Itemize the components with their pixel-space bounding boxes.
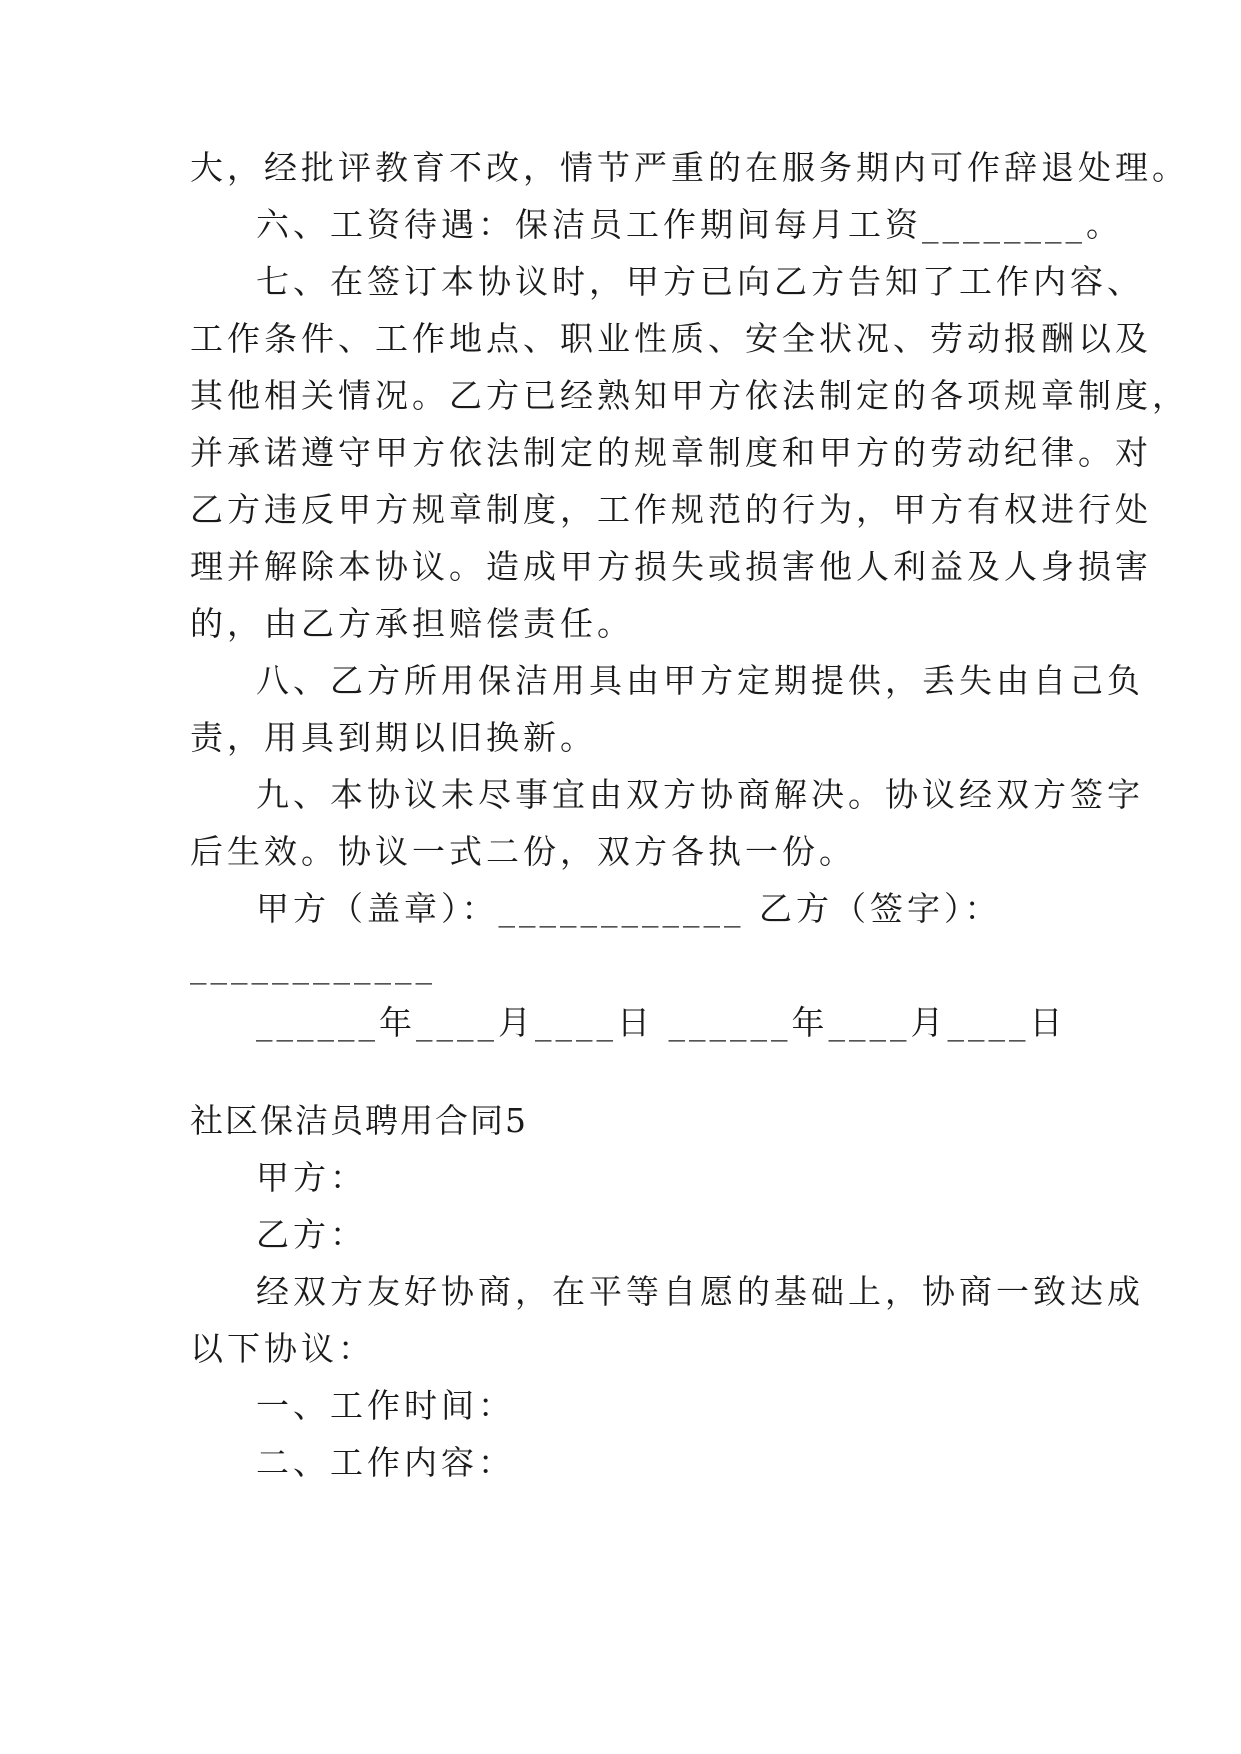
paragraph-line: 其他相关情况。乙方已经熟知甲方依法制定的各项规章制度， (190, 376, 1189, 415)
date-line: ______年____月____日 ______年____月____日 (256, 1003, 1067, 1042)
paragraph-line: 并承诺遵守甲方依法制定的规章制度和甲方的劳动纪律。对 (190, 433, 1152, 472)
paragraph-line: 理并解除本协议。造成甲方损失或损害他人利益及人身损害 (190, 547, 1152, 586)
paragraph-line: 乙方违反甲方规章制度，工作规范的行为，甲方有权进行处 (190, 490, 1152, 529)
paragraph-line: 经双方友好协商，在平等自愿的基础上，协商一致达成 (256, 1272, 1144, 1311)
paragraph-line: 以下协议： (190, 1329, 375, 1368)
party-a-line: 甲方： (256, 1158, 367, 1197)
paragraph-line: 七、在签订本协议时，甲方已向乙方告知了工作内容、 (256, 262, 1144, 301)
contract-title: 社区保洁员聘用合同5 (190, 1101, 528, 1140)
party-b-line: 乙方： (256, 1215, 367, 1254)
paragraph-line: 大，经批评教育不改，情节严重的在服务期内可作辞退处理。 (190, 148, 1189, 187)
signature-line: 甲方（盖章）：____________ 乙方（签字）： (256, 889, 1002, 928)
paragraph-line: 九、本协议未尽事宜由双方协商解决。协议经双方签字 (256, 775, 1144, 814)
clause-heading: 一、工作时间： (256, 1386, 515, 1425)
paragraph-line: 责，用具到期以旧换新。 (190, 718, 597, 757)
paragraph-line: 八、乙方所用保洁用具由甲方定期提供，丢失由自己负 (256, 661, 1144, 700)
paragraph-line: 后生效。协议一式二份，双方各执一份。 (190, 832, 856, 871)
clause-heading: 二、工作内容： (256, 1443, 515, 1482)
signature-blank: ____________ (190, 946, 436, 985)
paragraph-line: 六、工资待遇：保洁员工作期间每月工资________。 (256, 205, 1123, 244)
paragraph-line: 工作条件、工作地点、职业性质、安全状况、劳动报酬以及 (190, 319, 1152, 358)
paragraph-line: 的，由乙方承担赔偿责任。 (190, 604, 634, 643)
